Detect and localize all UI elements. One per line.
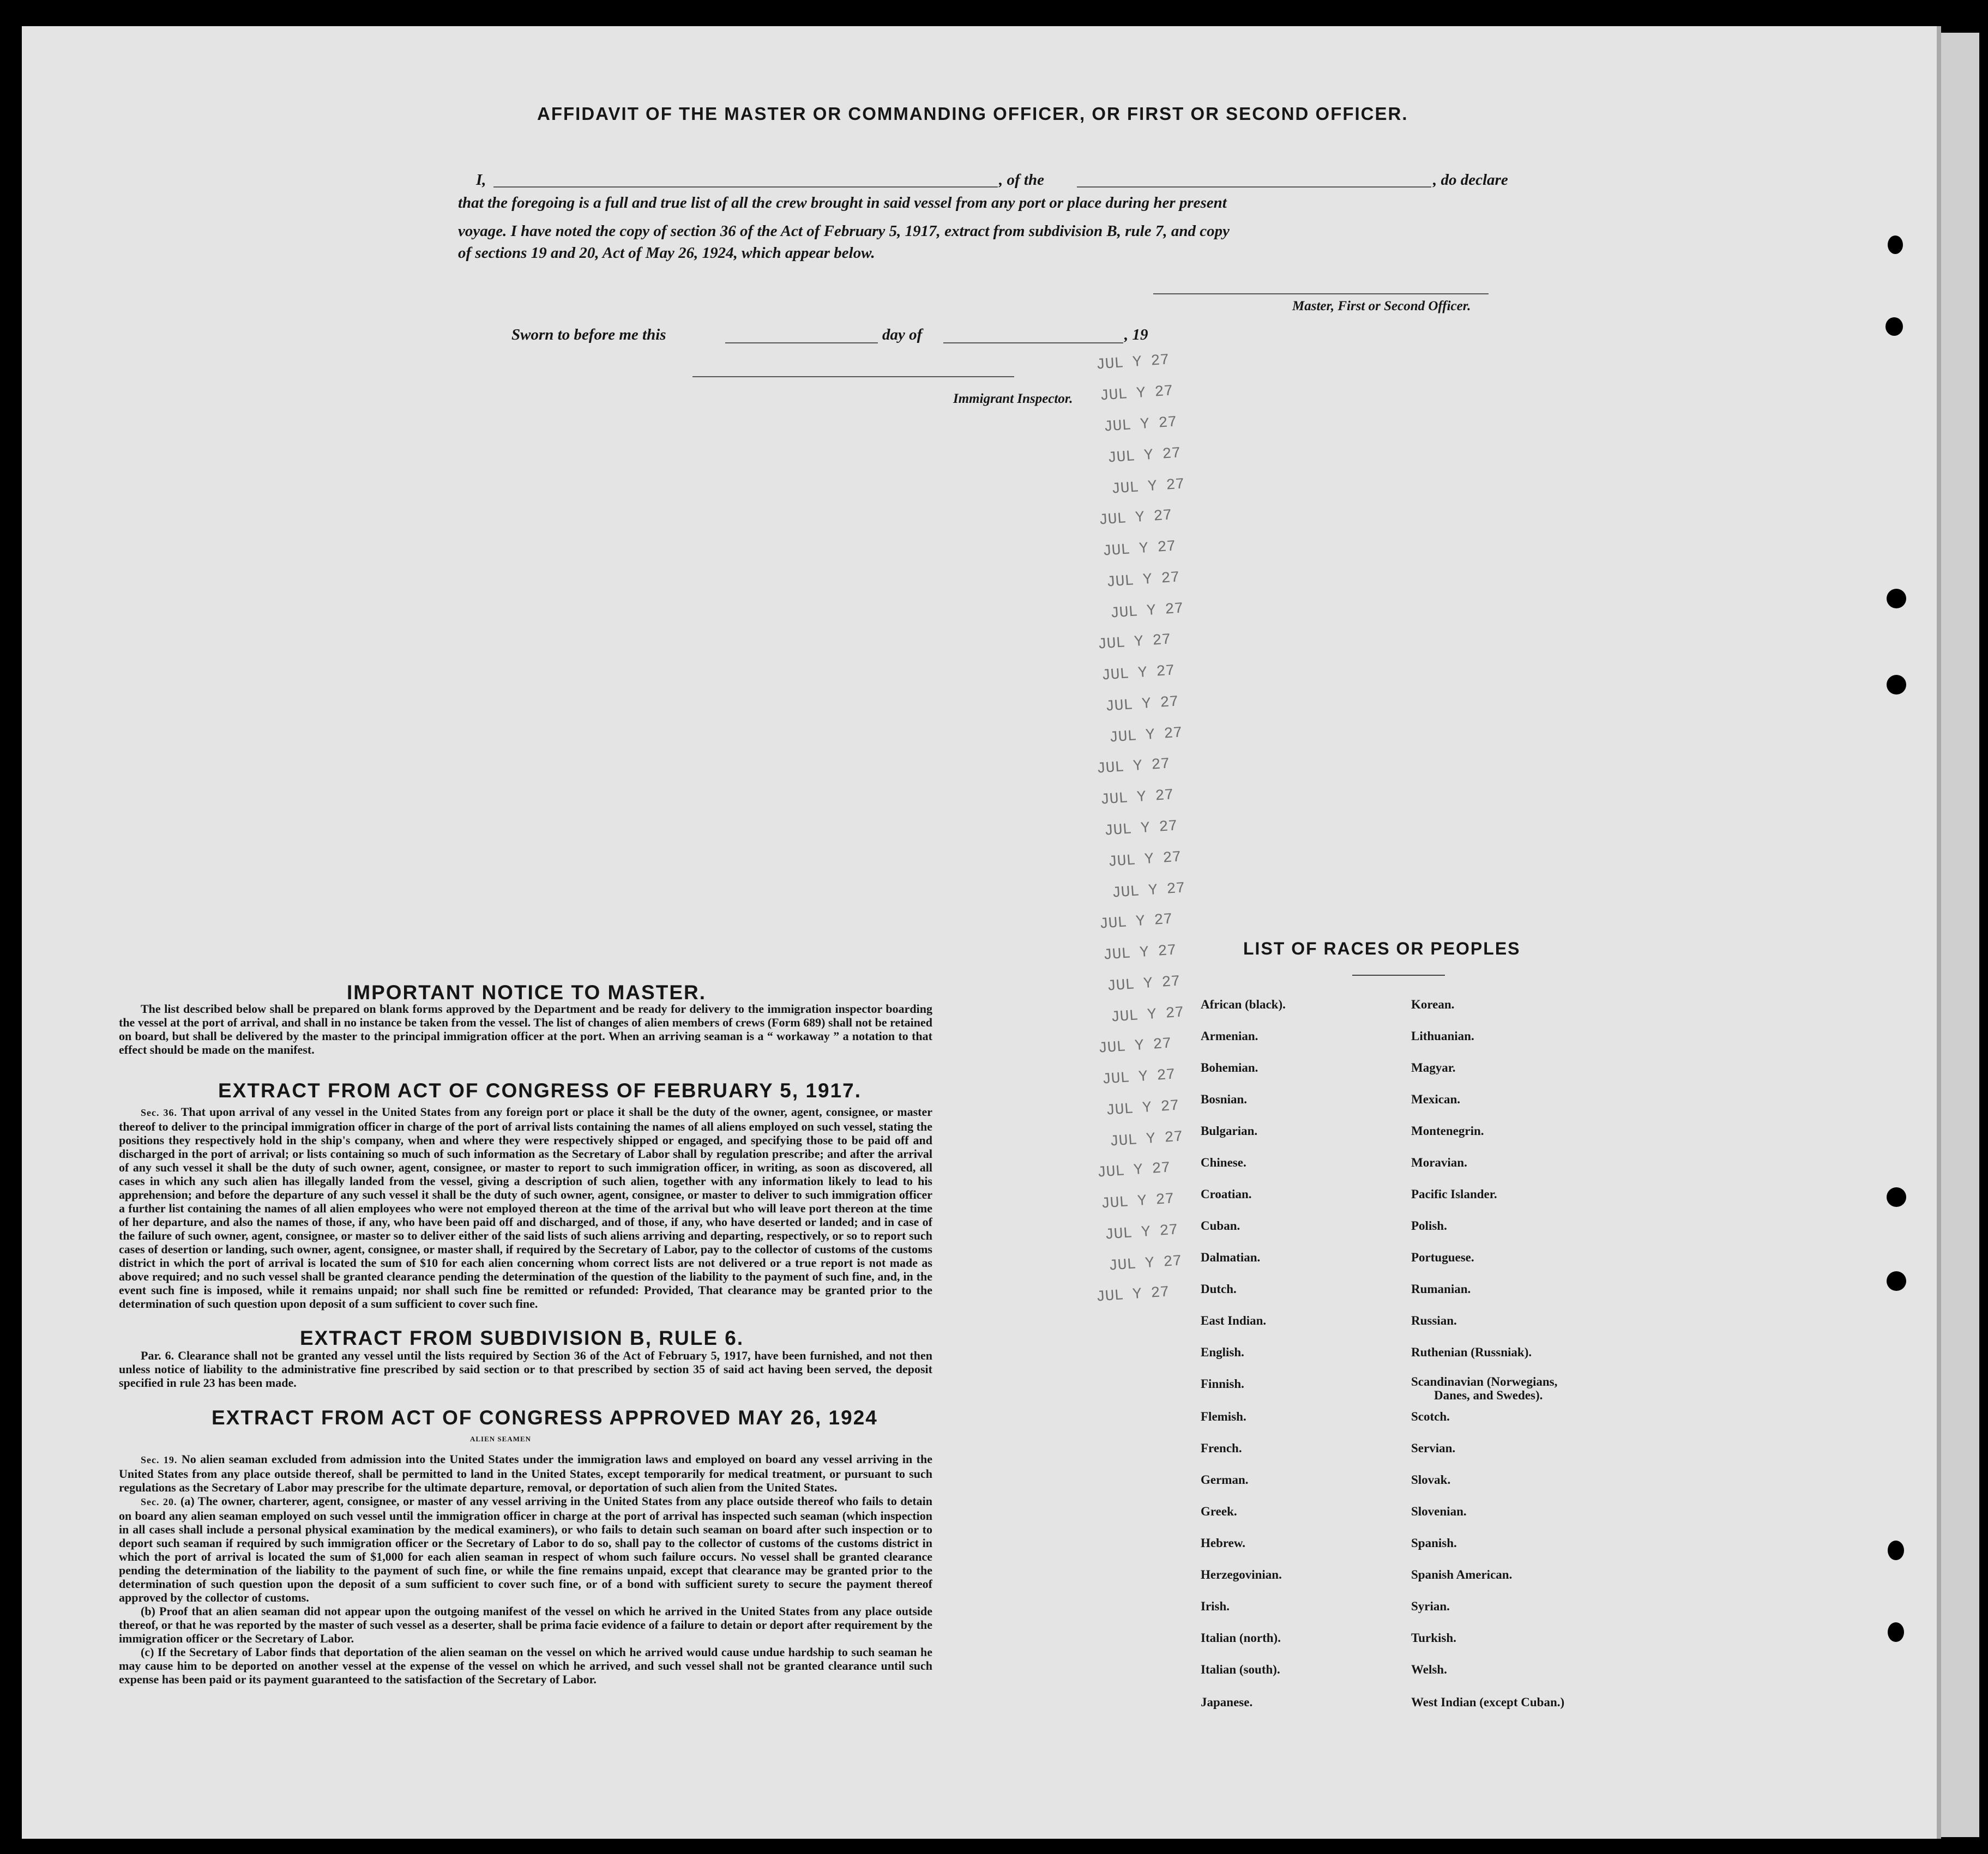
sec-36-label: Sec. 36. [141, 1107, 178, 1118]
notice-section [119, 1002, 932, 1056]
date-stamp: JUL Y 27 [1095, 1284, 1170, 1306]
day-of-label: day of [882, 326, 923, 343]
declare-I: I, [476, 171, 486, 189]
race-item: Rumanian. [1411, 1282, 1471, 1296]
inspector-signature-label: Immigrant Inspector. [953, 391, 1073, 406]
name-field[interactable] [493, 186, 998, 188]
race-item: Slovak. [1411, 1473, 1451, 1487]
race-item: Greek. [1201, 1505, 1237, 1518]
extract-rule-section [119, 1349, 932, 1390]
races-title-rule [1352, 975, 1445, 976]
sec-36-text: That upon arrival of any vessel in the United States from any foreign port or place it shall be the duty of the owner, agent, consignee, or master thereof to deliver to the principal immigration officer in charge of the port of arrival lists containing the names of all aliens employed on such vessel, stating the positions they respectively hold in the ship's company, when and where they were respectively shipped or engaged, and specifying those to be paid off and discharged in the port of arrival; or lists containing so much of such information as the Secretary of Labor shall by regulation prescribe; and after the arrival of any such vessel it shall be the duty of such owner, agent, consignee, or master to report to such immigration officer, in writing, as soon as discovered, all cases in which any such alien has illegally landed from the vessel, giving a description of such alien, together with any information likely to lead to his apprehension; and before the departure of any such vessel it shall be the duty of such owner, agent, consignee, or master to deliver to such immigration officer a further list containing the names of all alien employees who were not employed thereon at the time of the arrival but who will leave port thereon at the time of her departure, and also the names of those, if any, who have been paid off and discharged, and of those, if any, who have deserted or landed; and in case of the failure of such owner, agent, consignee, or master so to deliver either of the said lists of such aliens arriving and departing, respectively, or so to report such cases of desertion or landing, such owner, agent, consignee, or master shall, if required by the Secretary of Labor, pay to the collector of customs of the customs district in which the port of arrival is located the sum of $10 for each alien concerning whom correct lists are not delivered or a true report is not made as above required; and no such vessel shall be granted clearance pending the determination of the question of the liability to the payment of such fine, and, in the event such fine is imposed, while it remains unpaid; nor shall such fine be remitted or refunded: Provided, That clearance may be granted prior to the determination of such question upon deposit of a sum sufficient to cover such fine. [119, 1105, 932, 1311]
vessel-field[interactable] [1077, 186, 1431, 188]
race-item: West Indian (except Cuban.) [1411, 1695, 1565, 1709]
race-item: Chinese. [1201, 1156, 1246, 1169]
race-item: Montenegrin. [1411, 1124, 1484, 1138]
race-item: Spanish. [1411, 1536, 1457, 1550]
date-stamp: JUL Y 27 [1100, 1191, 1175, 1213]
date-stamp: JUL Y 27 [1107, 445, 1182, 467]
master-signature-label: Master, First or Second Officer. [1292, 299, 1471, 313]
date-stamp: JUL Y 27 [1099, 911, 1173, 933]
sec-19-paragraph [119, 1452, 932, 1494]
master-signature-line[interactable] [1153, 293, 1489, 294]
date-stamp: JUL Y 27 [1106, 973, 1181, 995]
race-item: Ruthenian (Russniak). [1411, 1345, 1532, 1359]
sheet-edge [1937, 26, 1941, 1839]
date-stamp: JUL Y 27 [1095, 352, 1170, 374]
punch-hole [1887, 1187, 1906, 1207]
date-stamp: JUL Y 27 [1109, 1128, 1184, 1151]
race-item: Syrian. [1411, 1599, 1450, 1613]
date-stamp: JUL Y 27 [1103, 942, 1177, 964]
races-title: LIST OF RACES OR PEOPLES [1243, 939, 1521, 958]
race-item: Moravian. [1411, 1156, 1467, 1169]
sec-20a-paragraph [119, 1494, 932, 1604]
race-item: Korean. [1411, 998, 1455, 1011]
date-stamp: JUL Y 27 [1101, 662, 1176, 685]
date-stamp: JUL Y 27 [1096, 756, 1171, 778]
alien-seamen-subtitle: ALIEN SEAMEN [470, 1435, 532, 1443]
date-stamp: JUL Y 27 [1100, 787, 1174, 809]
race-item: East Indian. [1201, 1314, 1267, 1327]
race-item: African (black). [1201, 998, 1286, 1011]
race-item: Mexican. [1411, 1092, 1461, 1106]
race-item: Pacific Islander. [1411, 1187, 1497, 1201]
race-item: Japanese. [1201, 1695, 1253, 1709]
date-stamp: JUL Y 27 [1103, 414, 1178, 436]
date-stamp: JUL Y 27 [1105, 1097, 1180, 1120]
declare-of-the: , of the [999, 171, 1044, 189]
punch-hole [1887, 675, 1906, 695]
date-stamp: JUL Y 27 [1110, 1004, 1185, 1026]
date-stamp: JUL Y 27 [1104, 818, 1178, 840]
sworn-label: Sworn to before me this [511, 326, 666, 343]
extract-1924-section [119, 1452, 932, 1686]
affidavit-line-1: that the foregoing is a full and true list of all the crew brought in said vessel from any port or place during her present [458, 194, 1227, 212]
date-stamp: JUL Y 27 [1110, 600, 1184, 623]
punch-hole [1888, 235, 1903, 254]
extract-rule-text: Par. 6. Clearance shall not be granted any vessel until the lists required by Section 36 of the Act of February 5, 1917, have been furnished, and not then unless notice of liability to the administrative fine prescribed by said section or to that prescribed by section 35 of said act having been served, the deposit specified in rule 23 has been made. [119, 1349, 932, 1390]
sworn-day-field[interactable] [725, 342, 878, 343]
next-page-edge [1941, 33, 1979, 1837]
race-item: Irish. [1201, 1599, 1230, 1613]
year-label: , 19 [1124, 326, 1148, 343]
sec-20-label: Sec. 20. [141, 1496, 177, 1507]
notice-text: The list described below shall be prepared on blank forms approved by the Department and be ready for delivery to the immigration inspector boarding the vessel at the port of arrival, and shall in no instance be taken from the vessel. The list of changes of alien members of crews (Form 689) shall not be retained on board, but shall be delivered by the master to the principal immigration officer at the port. When an arriving seaman is a “ workaway ” a notation to that effect should be made on the manifest. [119, 1002, 932, 1056]
punch-hole [1887, 589, 1906, 608]
extract-rule-title: EXTRACT FROM SUBDIVISION B, RULE 6. [300, 1327, 744, 1349]
race-item: Welsh. [1411, 1663, 1447, 1676]
race-item: Portuguese. [1411, 1251, 1474, 1264]
sec-20b-text: (b) Proof that an alien seaman did not appear upon the outgoing manifest of the vessel on which he arrived in the United States from any place outside thereof, or that he was reported by the master of such vessel as a deserter, shall be prima facie evidence of a failure to detain or deport after requirement by the immigration officer or the Secretary of Labor. [119, 1604, 932, 1645]
declare-end: , do declare [1433, 171, 1508, 189]
date-stamp: JUL Y 27 [1098, 1035, 1172, 1058]
sec-20c-text: (c) If the Secretary of Labor finds that deportation of the alien seaman on the vessel on which he arrived would cause undue hardship to such seaman he may cause him to be deported on another vessel at the expense of the vessel on which he arrived, and such vessel shall not be granted clearance until such expense has been paid or its payment guaranteed to the satisfaction of the Secretary of Labor. [119, 1645, 932, 1686]
race-item: Bulgarian. [1201, 1124, 1258, 1138]
date-stamp: JUL Y 27 [1105, 693, 1179, 716]
race-item: German. [1201, 1473, 1249, 1487]
date-stamp: JUL Y 27 [1098, 507, 1173, 529]
affidavit-line-3: of sections 19 and 20, Act of May 26, 1924, which appear below. [458, 244, 875, 262]
date-stamp: JUL Y 27 [1104, 1222, 1179, 1244]
race-item: Lithuanian. [1411, 1029, 1474, 1043]
race-item: Dalmatian. [1201, 1251, 1261, 1264]
race-item: Dutch. [1201, 1282, 1237, 1296]
race-item: French. [1201, 1441, 1242, 1455]
sec-20a-text: (a) The owner, charterer, agent, consignee, or master of any vessel arriving in the United States from any place outside thereof who fails to detain on board any alien seaman employed on such vessel until the immigration officer in charge at the port of arrival has inspected such seaman (which inspection in all cases shall include a personal physical examination by the medical examiners), or who fails to detain such seaman on board after such inspection or to deport such seaman if required by such immigration officer or the Secretary of Labor to do so, shall pay to the collector of customs of the customs district in which the port of arrival is located the sum of $1,000 for each alien seaman in respect of whom such failure occurs. No vessel shall be granted clearance pending the determination of the liability to the payment of such fine, or while the fine remains unpaid, except that clearance may be granted prior to the determination of such question upon the deposit of a sum sufficient to cover such fine, or of a bond with sufficient surety to secure the payment thereof approved by the collector of customs. [119, 1494, 932, 1604]
date-stamp: JUL Y 27 [1111, 880, 1186, 902]
punch-hole [1887, 1271, 1906, 1291]
race-item: English. [1201, 1345, 1244, 1359]
affidavit-title: AFFIDAVIT OF THE MASTER OR COMMANDING OFFICER, OR FIRST OR SECOND OFFICER. [537, 104, 1408, 124]
race-item: Italian (south). [1201, 1663, 1280, 1676]
date-stamp: JUL Y 27 [1108, 1253, 1183, 1275]
race-item: Croatian. [1201, 1187, 1252, 1201]
punch-hole [1885, 317, 1903, 336]
extract-1917-title: EXTRACT FROM ACT OF CONGRESS OF FEBRUARY 5, 1917. [218, 1079, 862, 1102]
affidavit-line-2: voyage. I have noted the copy of section 36 of the Act of February 5, 1917, extract from subdivision B, rule 7, and copy [458, 222, 1230, 240]
race-scandinavian-continued: Danes, and Swedes). [1434, 1388, 1543, 1402]
date-stamp: JUL Y 27 [1097, 1159, 1171, 1182]
race-item: Flemish. [1201, 1410, 1246, 1423]
race-item: Russian. [1411, 1314, 1457, 1327]
race-item: Italian (north). [1201, 1631, 1281, 1645]
date-stamp: JUL Y 27 [1102, 538, 1177, 560]
date-stamp: JUL Y 27 [1107, 849, 1182, 871]
race-item: Servian. [1411, 1441, 1456, 1455]
race-item: Herzegovinian. [1201, 1568, 1282, 1581]
sec-19-text: No alien seaman excluded from admission into the United States under the immigration laws and employed on board any vessel arriving in the United States from any place outside thereof, shall be permitted to land in the United States, except temporarily for medical treatment, or pursuant to such regulations as the Secretary of Labor may prescribe for the ultimate departure, removal, or deportation of such alien from the United States. [119, 1452, 933, 1494]
extract-1924-title: EXTRACT FROM ACT OF CONGRESS APPROVED MAY 26, 1924 [212, 1406, 878, 1429]
date-stamp: JUL Y 27 [1097, 631, 1172, 654]
sworn-month-field[interactable] [943, 342, 1123, 343]
extract-1917-section [119, 1105, 932, 1311]
punch-hole [1888, 1622, 1904, 1642]
inspector-signature-line[interactable] [692, 376, 1014, 377]
date-stamp: JUL Y 27 [1109, 724, 1183, 747]
race-item: Hebrew. [1201, 1536, 1245, 1550]
race-item: Magyar. [1411, 1061, 1456, 1074]
race-item: Scotch. [1411, 1410, 1450, 1423]
notice-title: IMPORTANT NOTICE TO MASTER. [347, 981, 707, 1004]
race-item: Bosnian. [1201, 1092, 1248, 1106]
race-item: Slovenian. [1411, 1505, 1467, 1518]
date-stamp: JUL Y 27 [1099, 383, 1174, 405]
date-stamp: JUL Y 27 [1106, 569, 1180, 591]
sec-19-label: Sec. 19. [141, 1454, 178, 1465]
race-item: Finnish. [1201, 1377, 1244, 1391]
race-item: Spanish American. [1411, 1568, 1513, 1581]
race-item: Turkish. [1411, 1631, 1456, 1645]
date-stamp: JUL Y 27 [1101, 1066, 1176, 1089]
race-item: Scandinavian (Norwegians, [1411, 1375, 1558, 1388]
punch-hole [1888, 1541, 1904, 1560]
race-item: Cuban. [1201, 1219, 1240, 1233]
race-item: Bohemian. [1201, 1061, 1258, 1074]
extract-1917-text [119, 1105, 932, 1311]
race-item: Armenian. [1201, 1029, 1258, 1043]
date-stamp: JUL Y 27 [1111, 476, 1185, 498]
race-item: Polish. [1411, 1219, 1447, 1233]
